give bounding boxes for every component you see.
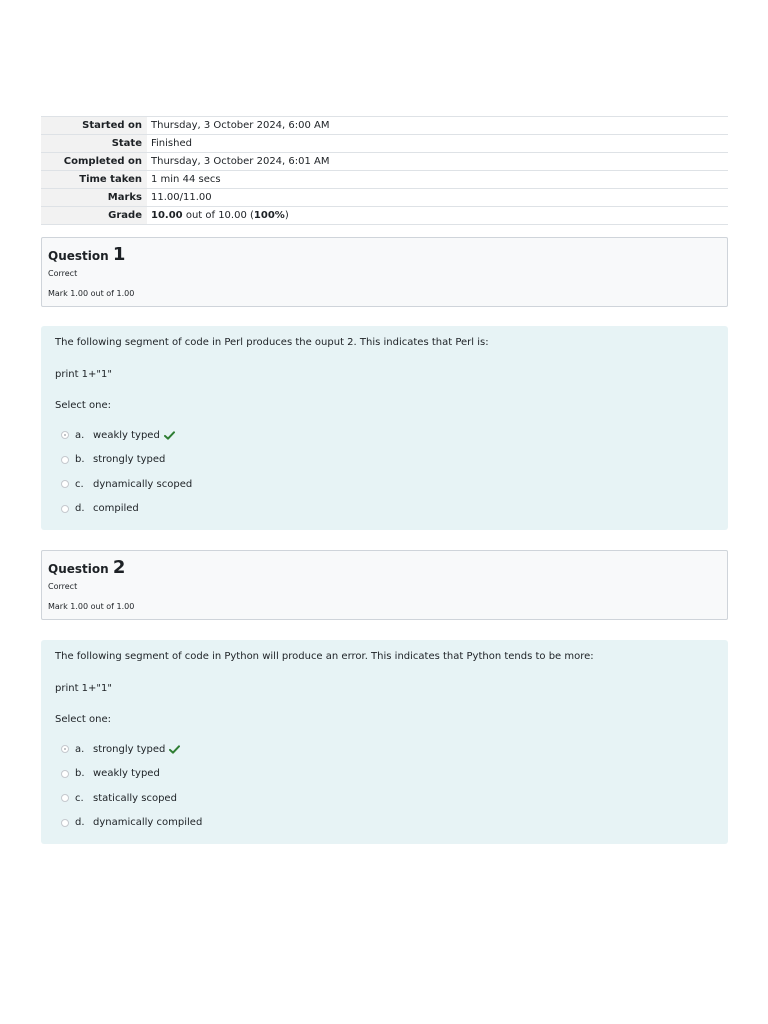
- question-2-info: [41, 550, 728, 620]
- answer-letter: a.: [75, 429, 85, 441]
- question-state: Correct: [48, 582, 78, 591]
- answer-list: [61, 423, 192, 521]
- question-text: The following segment of code in Python will produce an error. This indicates that Python tends to be more:: [55, 651, 594, 662]
- answer-label: strongly typed: [93, 743, 166, 755]
- summary-label: State: [41, 135, 147, 153]
- radio-button[interactable]: [61, 819, 69, 827]
- radio-button[interactable]: [61, 794, 69, 802]
- answer-option-c[interactable]: [61, 472, 192, 497]
- answer-letter: c.: [75, 792, 84, 804]
- question-number: [48, 557, 125, 578]
- answer-option-a[interactable]: [61, 737, 202, 762]
- answer-letter: d.: [75, 503, 85, 515]
- question-state: Correct: [48, 269, 78, 278]
- summary-row-marks: [41, 189, 728, 207]
- summary-row-grade: [41, 207, 728, 225]
- answer-option-c[interactable]: [61, 786, 202, 811]
- grade-value: 10.00: [151, 210, 183, 221]
- summary-value: Thursday, 3 October 2024, 6:00 AM: [147, 117, 728, 135]
- radio-button[interactable]: [61, 480, 69, 488]
- radio-button[interactable]: [61, 770, 69, 778]
- question-1-content: [41, 326, 728, 530]
- answer-label: dynamically compiled: [93, 817, 203, 829]
- summary-label: Completed on: [41, 153, 147, 171]
- select-one-prompt: Select one:: [55, 714, 112, 725]
- summary-value: Thursday, 3 October 2024, 6:01 AM: [147, 153, 728, 171]
- question-prefix: Question: [48, 562, 113, 576]
- question-mark: Mark 1.00 out of 1.00: [48, 602, 135, 611]
- summary-row-time-taken: [41, 171, 728, 189]
- question-code: print 1+"1": [55, 369, 112, 380]
- answer-option-d[interactable]: [61, 811, 202, 836]
- answer-option-d[interactable]: [61, 497, 192, 522]
- summary-label: Grade: [41, 207, 147, 225]
- summary-value: [147, 207, 728, 225]
- question-number-value: 1: [112, 244, 126, 265]
- answer-label: dynamically scoped: [93, 478, 193, 490]
- answer-option-a[interactable]: [61, 423, 192, 448]
- question-prefix: Question: [48, 249, 113, 263]
- summary-value: Finished: [147, 135, 728, 153]
- grade-percent: 100%: [253, 210, 285, 221]
- question-1-info: [41, 237, 728, 307]
- radio-button[interactable]: [61, 431, 69, 439]
- question-mark: Mark 1.00 out of 1.00: [48, 289, 135, 298]
- summary-label: Time taken: [41, 171, 147, 189]
- summary-value: 11.00/11.00: [147, 189, 728, 207]
- answer-label: strongly typed: [93, 454, 166, 466]
- answer-option-b[interactable]: [61, 762, 202, 787]
- radio-button[interactable]: [61, 456, 69, 464]
- answer-list: [61, 737, 202, 835]
- answer-letter: b.: [75, 768, 85, 780]
- radio-button[interactable]: [61, 745, 69, 753]
- summary-label: Started on: [41, 117, 147, 135]
- question-number: [48, 244, 125, 265]
- summary-label: Marks: [41, 189, 147, 207]
- summary-row-started: [41, 117, 728, 135]
- radio-button[interactable]: [61, 505, 69, 513]
- check-icon: [164, 431, 175, 440]
- answer-letter: a.: [75, 743, 85, 755]
- summary-value: 1 min 44 secs: [147, 171, 728, 189]
- answer-label: weakly typed: [93, 429, 160, 441]
- summary-row-completed: [41, 153, 728, 171]
- check-icon: [169, 745, 180, 754]
- answer-label: compiled: [93, 503, 139, 515]
- answer-label: weakly typed: [93, 768, 160, 780]
- attempt-summary-table: [41, 116, 728, 225]
- grade-text-end: ): [284, 210, 289, 221]
- question-text: The following segment of code in Perl produces the ouput 2. This indicates that Perl is:: [55, 337, 489, 348]
- grade-text: out of 10.00 (: [182, 210, 254, 221]
- question-2-content: [41, 640, 728, 844]
- summary-row-state: [41, 135, 728, 153]
- answer-label: statically scoped: [93, 792, 177, 804]
- answer-letter: c.: [75, 478, 84, 490]
- answer-option-b[interactable]: [61, 448, 192, 473]
- answer-letter: d.: [75, 817, 85, 829]
- select-one-prompt: Select one:: [55, 400, 112, 411]
- answer-letter: b.: [75, 454, 85, 466]
- question-number-value: 2: [112, 557, 126, 578]
- question-code: print 1+"1": [55, 683, 112, 694]
